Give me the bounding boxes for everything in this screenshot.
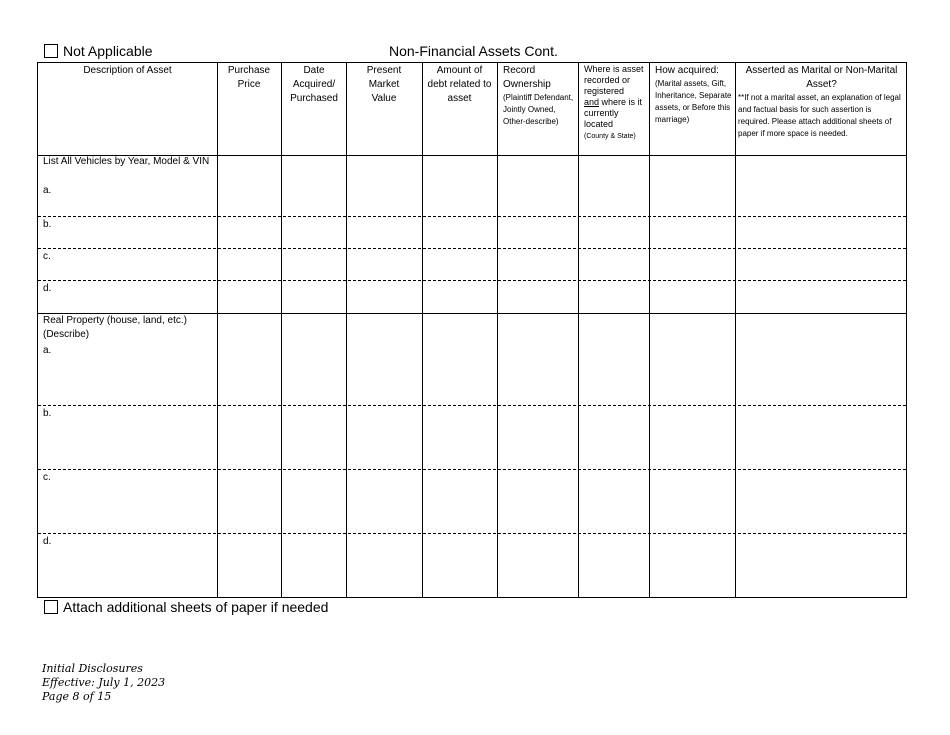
col-how-acquired-header — [649, 63, 735, 126]
vehicle-row-a-label: a. — [43, 185, 52, 196]
real-property-heading-sub: (Describe) — [43, 329, 90, 340]
footer-page-number: Page 8 of 15 — [42, 690, 112, 703]
col-purchase-price-header: Purchase Price — [227, 65, 271, 90]
attach-sheets-label: Attach additional sheets of paper if needed — [63, 599, 329, 615]
real-property-heading: Real Property (house, land, etc.) — [43, 315, 187, 326]
col-date-acquired-header: Date Acquired/ Purchased — [290, 65, 338, 104]
col-where-recorded-header — [578, 63, 649, 141]
where-recorded-and: and — [584, 97, 600, 107]
vehicle-row-c-label: c. — [43, 251, 51, 262]
col-debt-header: Amount of debt related to asset — [427, 65, 492, 104]
not-applicable-label: Not Applicable — [63, 43, 153, 59]
vehicle-row-d-label: d. — [43, 283, 52, 294]
page-title: Non-Financial Assets Cont. — [389, 43, 558, 59]
assets-table — [37, 62, 907, 598]
where-recorded-title: Where is asset recorded or registered — [584, 64, 644, 96]
col-asserted-header — [738, 63, 905, 140]
not-applicable-checkbox[interactable] — [44, 44, 58, 58]
how-acquired-sub: (Marital assets, Gift, Inheritance, Separate assets, or Before this marriage) — [655, 79, 732, 124]
vehicles-heading: List All Vehicles by Year, Model & VIN — [43, 156, 210, 167]
property-row-a-label: a. — [43, 345, 52, 356]
attach-sheets-checkbox[interactable] — [44, 600, 58, 614]
col-market-value-header: Present Market Value — [366, 65, 402, 104]
record-ownership-sub: (Plaintiff Defendant, Jointly Owned, Other-describe) — [503, 93, 574, 126]
property-row-b-label: b. — [43, 408, 52, 419]
where-recorded-sub: (County & State) — [584, 133, 636, 140]
record-ownership-title: Record Ownership — [503, 65, 551, 90]
where-recorded-location: where is it currently located — [584, 97, 643, 129]
property-row-d-label: d. — [43, 536, 52, 547]
col-record-ownership-header — [497, 63, 578, 128]
vehicle-row-b-label: b. — [43, 219, 52, 230]
col-description-header: Description of Asset — [83, 65, 172, 76]
property-row-c-label: c. — [43, 472, 51, 483]
asserted-title: Asserted as Marital or Non-Marital Asset? — [745, 65, 898, 90]
footer-effective-date: Effective: July 1, 2023 — [42, 676, 166, 689]
asserted-sub: **If not a marital asset, an explanation of legal and factual basis for such assertion is required. Please attach additional sheets of paper if more space is needed. — [738, 93, 901, 138]
footer-line-1: Initial Disclosures — [42, 662, 143, 675]
how-acquired-title: How acquired: — [655, 65, 719, 76]
